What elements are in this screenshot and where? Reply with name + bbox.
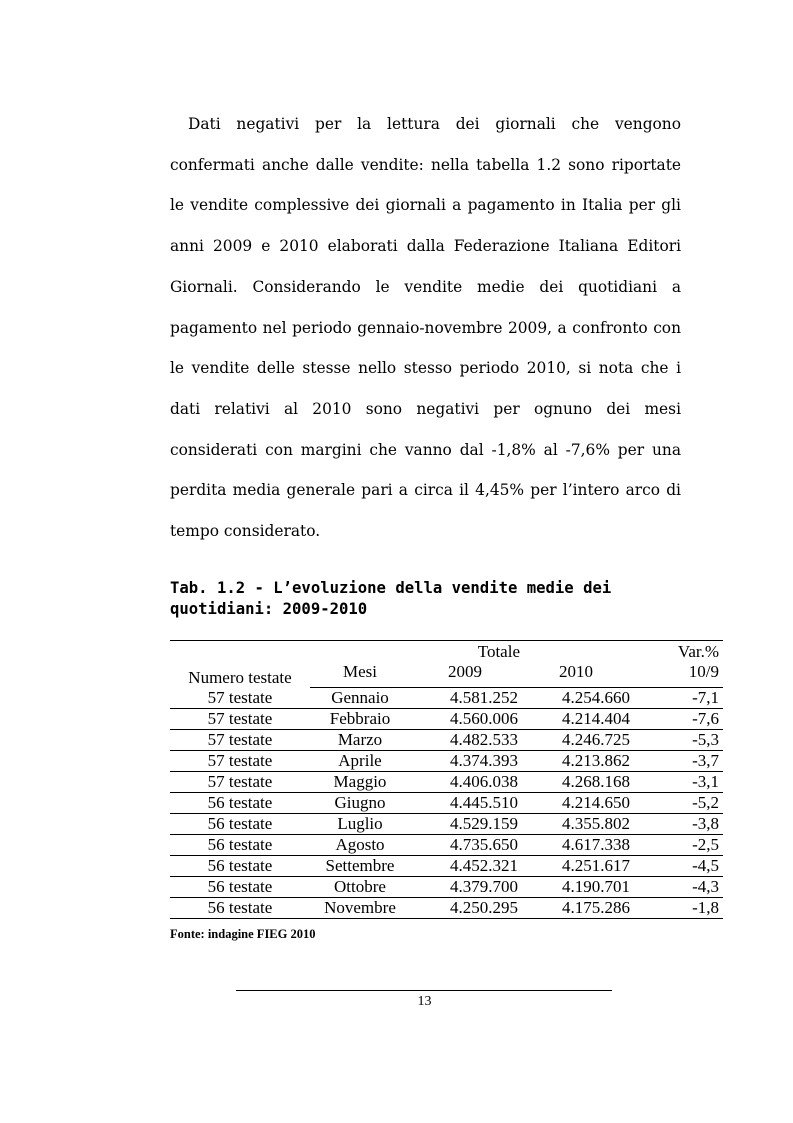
body-paragraph: Dati negativi per la lettura dei giornali che vengono confermati anche dalle vendite: nella tabella 1.2 sono riportate le vendite complessive dei giornali a pagamento in Italia per gli anni 2009 e 2010 elaborati dalla Federazione Italiana Editori Giornali. Considerando le vendite medie dei quotidiani a pagamento nel periodo gennaio-novembre 2009, a confronto con le vendite delle stesse nello stesso periodo 2010, si nota che i dati relativi al 2010 sono negativi per ognuno dei mesi considerati con margini che vanno dal -1,8% al -7,6% per una perdita media generale pari a circa il 4,45% per l’intero arco di tempo considerato.: [170, 115, 681, 541]
cell-var: -7,6: [632, 709, 723, 730]
cell-mese: Aprile: [310, 751, 410, 772]
table-row: [170, 814, 723, 835]
cell-2009: 4.379.700: [410, 877, 520, 898]
cell-2010: 4.617.338: [520, 835, 632, 856]
header-mesi: Mesi: [310, 662, 410, 688]
sales-table: [170, 640, 723, 919]
cell-2009: 4.482.533: [410, 730, 520, 751]
cell-testate: 57 testate: [170, 772, 310, 793]
cell-var: -3,7: [632, 751, 723, 772]
cell-2009: 4.529.159: [410, 814, 520, 835]
cell-2009: 4.560.006: [410, 709, 520, 730]
header-totale: Totale: [410, 641, 520, 663]
cell-2010: 4.251.617: [520, 856, 632, 877]
cell-var: -5,2: [632, 793, 723, 814]
cell-var: -2,5: [632, 835, 723, 856]
cell-mese: Luglio: [310, 814, 410, 835]
footer-divider: [236, 990, 612, 991]
cell-mese: Agosto: [310, 835, 410, 856]
cell-var: -1,8: [632, 898, 723, 919]
table-row: [170, 730, 723, 751]
cell-testate: 56 testate: [170, 814, 310, 835]
table-row: [170, 877, 723, 898]
sales-table-container: [170, 640, 723, 919]
cell-mese: Febbraio: [310, 709, 410, 730]
cell-testate: 56 testate: [170, 793, 310, 814]
cell-testate: 57 testate: [170, 709, 310, 730]
cell-2010: 4.214.650: [520, 793, 632, 814]
cell-2009: 4.581.252: [410, 688, 520, 709]
table-row: [170, 835, 723, 856]
cell-testate: 56 testate: [170, 898, 310, 919]
cell-testate: 57 testate: [170, 730, 310, 751]
cell-mese: Ottobre: [310, 877, 410, 898]
cell-2009: 4.250.295: [410, 898, 520, 919]
cell-2010: 4.175.286: [520, 898, 632, 919]
cell-var: -3,1: [632, 772, 723, 793]
cell-2009: 4.374.393: [410, 751, 520, 772]
cell-mese: Settembre: [310, 856, 410, 877]
cell-2010: 4.214.404: [520, 709, 632, 730]
cell-testate: 57 testate: [170, 751, 310, 772]
cell-var: -4,5: [632, 856, 723, 877]
cell-2010: 4.190.701: [520, 877, 632, 898]
table-row: [170, 751, 723, 772]
table-row: [170, 793, 723, 814]
table-header-group-row: [170, 641, 723, 663]
cell-testate: 56 testate: [170, 835, 310, 856]
header-var-percent: Var.%: [632, 641, 723, 663]
cell-2009: 4.406.038: [410, 772, 520, 793]
cell-2009: 4.445.510: [410, 793, 520, 814]
table-row: [170, 856, 723, 877]
cell-var: -7,1: [632, 688, 723, 709]
table-row: [170, 898, 723, 919]
header-spacer: [310, 641, 410, 663]
cell-2010: 4.213.862: [520, 751, 632, 772]
page-number: 13: [417, 994, 432, 1009]
cell-mese: Marzo: [310, 730, 410, 751]
cell-var: -5,3: [632, 730, 723, 751]
cell-mese: Gennaio: [310, 688, 410, 709]
cell-2010: 4.246.725: [520, 730, 632, 751]
table-body: [170, 688, 723, 919]
header-2010: 2010: [520, 662, 632, 688]
table-row: [170, 709, 723, 730]
cell-2010: 4.268.168: [520, 772, 632, 793]
cell-2010: 4.355.802: [520, 814, 632, 835]
cell-mese: Novembre: [310, 898, 410, 919]
cell-testate: 56 testate: [170, 856, 310, 877]
cell-2010: 4.254.660: [520, 688, 632, 709]
table-row: [170, 688, 723, 709]
table-source-note: Fonte: indagine FIEG 2010: [170, 927, 316, 941]
cell-var: -3,8: [632, 814, 723, 835]
header-numero-testate: Numero testate: [170, 641, 310, 688]
cell-testate: 56 testate: [170, 877, 310, 898]
cell-var: -4,3: [632, 877, 723, 898]
header-spacer-2: [520, 641, 632, 663]
table-caption: Tab. 1.2 - L’evoluzione della vendite medie dei quotidiani: 2009-2010: [170, 579, 612, 618]
cell-2009: 4.735.650: [410, 835, 520, 856]
header-10-9: 10/9: [632, 662, 723, 688]
cell-mese: Giugno: [310, 793, 410, 814]
table-row: [170, 772, 723, 793]
table-header: [170, 641, 723, 688]
header-2009: 2009: [410, 662, 520, 688]
cell-testate: 57 testate: [170, 688, 310, 709]
cell-mese: Maggio: [310, 772, 410, 793]
cell-2009: 4.452.321: [410, 856, 520, 877]
